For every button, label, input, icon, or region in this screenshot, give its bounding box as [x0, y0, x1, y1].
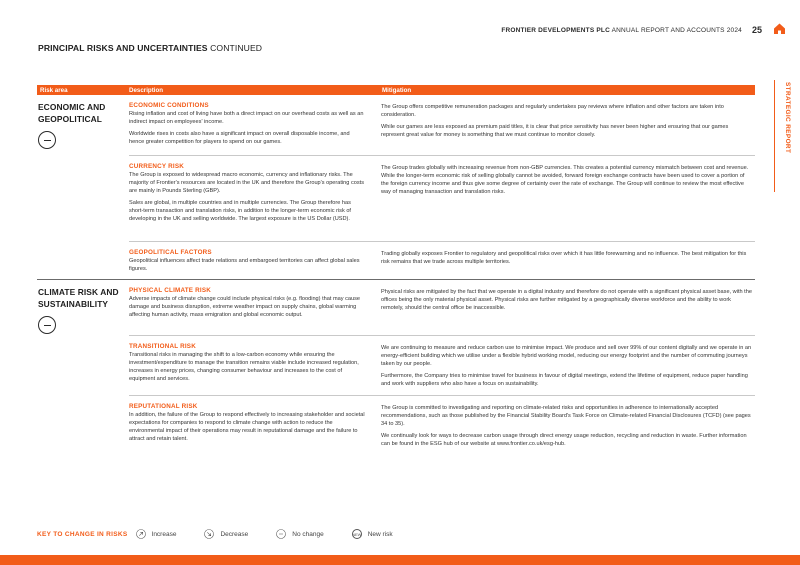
risk-description — [129, 163, 365, 223]
risk-description — [129, 343, 365, 383]
report-title: ANNUAL REPORT AND ACCOUNTS 2024 — [609, 26, 742, 34]
increase-icon — [136, 529, 146, 539]
risk-title: GEOPOLITICAL FACTORS — [129, 249, 212, 256]
mitigation-text: We are continuing to measure and reduce carbon use to minimise impact. We produce and sell over 99% of our content digitally and we operate in an energy-efficient building which we utilise under a flexible hybrid working model, reducing our energy footprint and the number of commuting journeys taken by our people. — [381, 345, 752, 368]
no-change-icon — [276, 529, 286, 539]
mitigation-text: Physical risks are mitigated by the fact that we operate in a digital industry and therefore do not operate with a significant physical asset base, with the offices being the only material physical asset. Physical risks are further mitigated by a geographically diverse workforce and the ability to work remotely, should the central office be inaccessible. — [381, 289, 752, 312]
risk-mitigation — [381, 288, 753, 312]
risk-area-label: ECONOMIC AND GEOPOLITICAL — [38, 102, 106, 124]
header-description: Description — [129, 86, 164, 94]
risk-description — [129, 249, 365, 273]
risk-title: ECONOMIC CONDITIONS — [129, 102, 209, 109]
header-risk-area: Risk area — [40, 86, 68, 94]
description-text: The Group is exposed to widespread macro economic, currency and inflationary risks. The majority of Frontier's resources are located in the UK and therefore the Group's operating costs are mainly in Pounds Sterling (GBP). — [129, 172, 365, 195]
key-label: Decrease — [220, 530, 249, 538]
key-label: No change — [292, 530, 324, 538]
risk-area-label: CLIMATE RISK AND SUSTAINABILITY — [38, 287, 119, 309]
risk-area-climate — [38, 287, 120, 334]
mitigation-text: The Group is committed to investigating and reporting on climate-related risks and opportunities in adherence to internationally accepted recommendations, such as those published by the Financial Stability Board's Task Force on Climate-related Financial Disclosures (TCFD) (see pages 34 to 35). — [381, 405, 751, 428]
description-text: Geopolitical influences affect trade relations and embargoed territories can affect global sales figures. — [129, 258, 360, 273]
description-text: Transitional risks in managing the shift to a low-carbon economy while ensuring the investment/expenditure to manage the transition remains viable include increased regulation, increases in energy prices, changing consumer behaviour and increases to the cost of equipment and services. — [129, 352, 359, 383]
risk-mitigation — [381, 404, 753, 448]
mitigation-text: Trading globally exposes Frontier to regulatory and geopolitical risks over which it has little forewarning and no influence. The best mitigation for this risk remains that we trade across multiple territories. — [381, 251, 747, 266]
mitigation-text: Furthermore, the Company tries to minimise travel for business in favour of digital meetings, extend the lifetime of equipment, reduce paper handling and work with suppliers who also have a focus on sustainability. — [381, 372, 748, 387]
description-text: Adverse impacts of climate change could include physical risks (e.g. flooding) that may cause damage and business disruption, extreme weather impact on supply chains, global warming affecting human activity, mass emigration and global economic output. — [129, 296, 361, 319]
risk-change-key — [37, 529, 421, 539]
risk-description — [129, 403, 365, 443]
risk-title: REPUTATIONAL RISK — [129, 403, 198, 410]
risk-area-economic — [38, 102, 120, 149]
row-divider — [129, 395, 755, 396]
description-text: Sales are global, in multiple countries and in multiple currencies. The Group therefore has short-term transaction and translation risks, in addition to the longer-term economic risk of developing in the UK and selling worldwide. The largest exposure is the US Dollar (USD). — [129, 199, 351, 222]
header-mitigation: Mitigation — [382, 86, 412, 94]
risk-mitigation — [381, 250, 753, 266]
key-label: Increase — [151, 530, 177, 538]
risk-title: TRANSITIONAL RISK — [129, 343, 196, 350]
row-divider — [129, 335, 755, 336]
risk-title: CURRENCY RISK — [129, 163, 184, 170]
footer-bar — [0, 555, 800, 565]
table-header — [37, 85, 755, 95]
risk-title: PHYSICAL CLIMATE RISK — [129, 287, 211, 294]
mitigation-text: While our games are less exposed as premium paid titles, it is clear that price sensitivity has never been higher and ensuring that our games represent great value for money is something that we must continue to monitor closely. — [381, 123, 729, 138]
risk-mitigation — [381, 103, 753, 139]
mitigation-text: We continually look for ways to decrease carbon usage through direct energy usage reduction, recycling and reduction in waste. Further information can be found in the ESG hub of our website at www.frontier.co.uk/esg-hub. — [381, 432, 747, 447]
risk-description — [129, 102, 365, 146]
new-risk-icon: NEW — [352, 529, 362, 539]
description-text: Worldwide rises in costs also have a significant impact on overall disposable income, and hence greater competition for players to spend on our games. — [129, 130, 350, 145]
description-text: Rising inflation and cost of living have both a direct impact on our overhead costs as well as an indirect impact on employees' income. — [129, 111, 364, 126]
risk-mitigation — [381, 344, 753, 388]
section-divider — [37, 279, 755, 280]
row-divider — [129, 155, 755, 156]
running-header — [501, 25, 762, 35]
description-text: In addition, the failure of the Group to respond effectively to increasing stakeholder and societal expectations for companies to respond to climate change with action to reduce the environmental impact of their operations may result in reputational damage and the failure to attract and retain talent. — [129, 412, 365, 443]
key-item-new-risk — [352, 529, 393, 539]
row-divider — [129, 241, 755, 242]
page-number: 25 — [751, 25, 762, 35]
key-item-no-change — [276, 529, 323, 539]
risk-description — [129, 287, 365, 319]
key-item-increase — [136, 529, 177, 539]
page-title-suffix: CONTINUED — [207, 43, 263, 53]
page-title — [38, 43, 262, 53]
risk-mitigation — [381, 164, 753, 196]
mitigation-text: The Group offers competitive remuneration packages and regularly undertakes pay reviews where inflation and other factors are taken into consideration. — [381, 104, 724, 119]
no-change-icon — [38, 316, 56, 334]
no-change-icon — [38, 131, 56, 149]
section-tab[interactable] — [774, 80, 800, 192]
key-item-decrease — [204, 529, 248, 539]
page-title-main: PRINCIPAL RISKS AND UNCERTAINTIES — [38, 43, 208, 53]
report-name — [501, 27, 742, 34]
decrease-icon — [204, 529, 214, 539]
mitigation-text: The Group trades globally with increasing revenue from non-GBP currencies. This creates a potential currency mismatch between cost and revenue. While the longer-term economic risk of selling globally cannot be avoided, forward foreign exchange contracts have been used to cover a portion of the foreign currency income and thus give some degree of certainty over the rate of exchange. The Group will continue to review the most effective way of managing transaction and translation risks. — [381, 165, 749, 196]
company-name: FRONTIER DEVELOPMENTS PLC — [501, 26, 610, 34]
key-title: KEY TO CHANGE IN RISKS — [37, 530, 128, 538]
home-icon[interactable] — [773, 22, 786, 35]
key-label: New risk — [367, 530, 393, 538]
section-tab-label: STRATEGIC REPORT — [784, 82, 791, 154]
